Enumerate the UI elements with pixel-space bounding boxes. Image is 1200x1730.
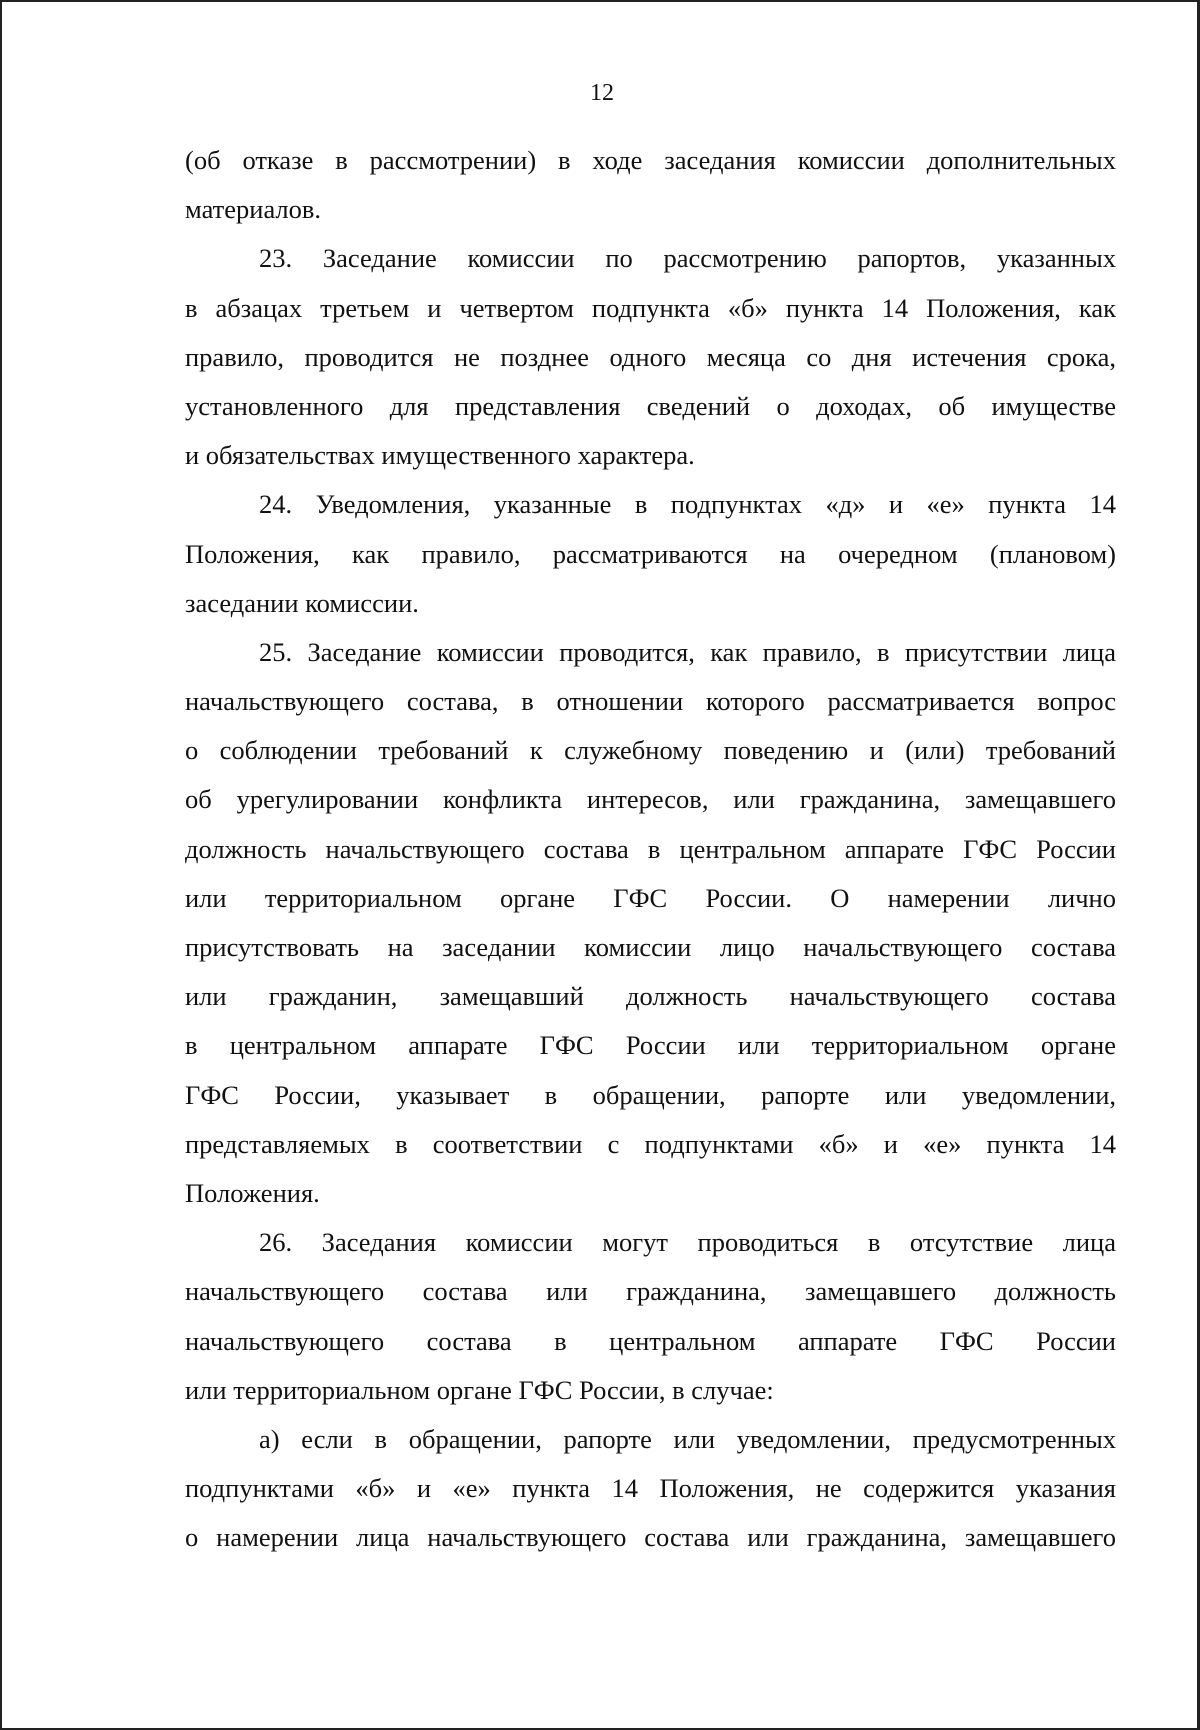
text-line: представляемых в соответствии с подпунктами «б» и «е» пункта 14 (185, 1128, 1116, 1159)
text-line: начальствующего состава, в отношении которого рассматривается вопрос (185, 686, 1116, 717)
text-line: материалов. (185, 194, 322, 225)
text-line: или территориальном органе ГФС России, в случае: (185, 1374, 774, 1405)
body-text (185, 136, 1116, 1562)
text-line: а) если в обращении, рапорте или уведомлении, предусмотренных (259, 1423, 1116, 1454)
text-line: Положения. (185, 1177, 320, 1208)
text-line: (об отказе в рассмотрении) в ходе заседания комиссии дополнительных (185, 145, 1116, 175)
text-line: Положения, как правило, рассматриваются на очередном (плановом) (185, 538, 1116, 569)
text-line: заседании комиссии. (185, 587, 419, 618)
text-line: и обязательствах имущественного характера. (185, 440, 695, 471)
text-line: ГФС России, указывает в обращении, рапорте или уведомлении, (185, 1079, 1116, 1110)
text-line: о соблюдении требований к служебному поведению и (или) требований (185, 735, 1116, 766)
text-line: в центральном аппарате ГФС России или территориальном органе (185, 1030, 1116, 1061)
text-line: 25. Заседание комиссии проводится, как правило, в присутствии лица (259, 636, 1116, 667)
text-line: 26. Заседания комиссии могут проводиться в отсутствие лица (259, 1227, 1116, 1258)
text-line: установленного для представления сведений о доходах, об имуществе (185, 390, 1116, 421)
text-line: подпунктами «б» и «е» пункта 14 Положения, не содержится указания (185, 1473, 1116, 1504)
text-line: или территориальном органе ГФС России. О намерении лично (185, 882, 1116, 913)
text-line: правило, проводится не позднее одного месяца со дня истечения срока, (185, 341, 1116, 372)
text-line: начальствующего состава или гражданина, замещавшего должность (185, 1276, 1116, 1307)
text-line: об урегулировании конфликта интересов, или гражданина, замещавшего (185, 784, 1116, 815)
text-line: 23. Заседание комиссии по рассмотрению рапортов, указанных (259, 243, 1116, 274)
page-number: 12 (590, 80, 614, 106)
text-line: в абзацах третьем и четвертом подпункта «б» пункта 14 Положения, как (185, 292, 1116, 323)
text-line: или гражданин, замещавший должность начальствующего состава (185, 981, 1116, 1012)
text-line: начальствующего состава в центральном аппарате ГФС России (185, 1325, 1116, 1356)
text-line: должность начальствующего состава в центральном аппарате ГФС России (185, 833, 1116, 864)
text-line: о намерении лица начальствующего состава или гражданина, замещавшего (185, 1522, 1116, 1553)
text-line: 24. Уведомления, указанные в подпунктах «д» и «е» пункта 14 (259, 489, 1116, 520)
text-line: присутствовать на заседании комиссии лицо начальствующего состава (185, 932, 1116, 962)
